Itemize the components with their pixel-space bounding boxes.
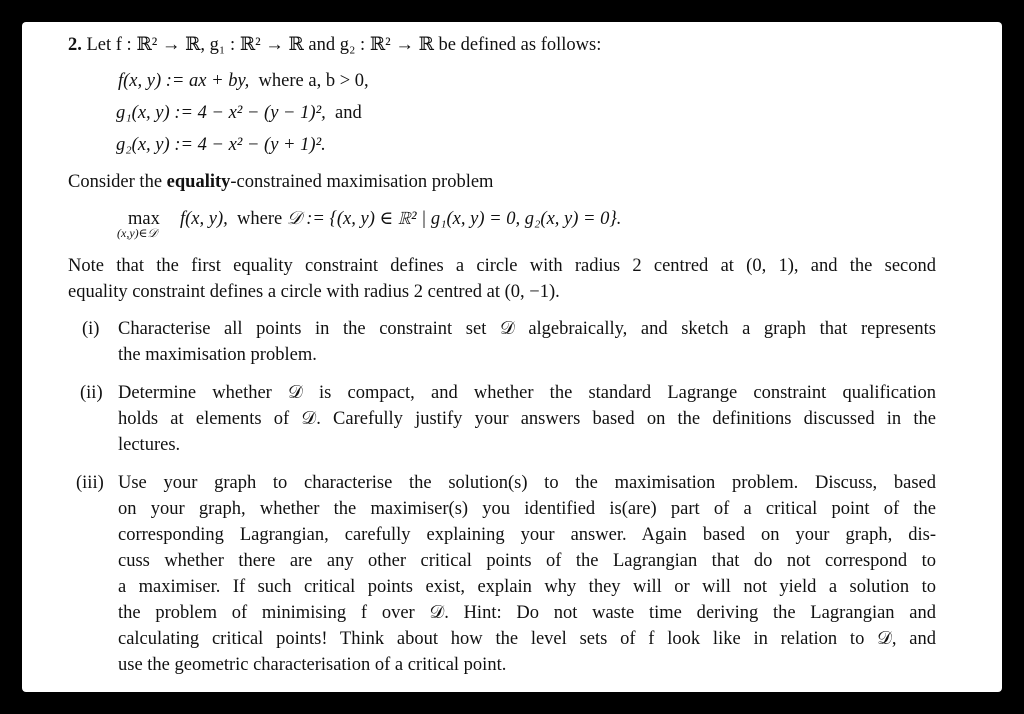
definition-g2 (116, 134, 326, 156)
part-text: holds at elements of 𝒟. Carefully justify your answers based on the definitions discussed in the (118, 409, 936, 429)
definition-rhs: := 4 − x² − (y − 1)², (174, 103, 326, 123)
definition-lhs: g₁(x, y) (116, 103, 170, 123)
part-label-ii: (ii) (80, 383, 103, 403)
consider-suffix: -constrained maximisation problem (230, 172, 494, 192)
consider-bold-word: equality (166, 172, 231, 192)
part-text: Determine whether 𝒟 is compact, and whether the standard Lagrange constraint qualification (118, 383, 936, 403)
part-label-iii: (iii) (76, 473, 104, 493)
consider-prefix: Consider the (68, 172, 167, 192)
part-text: cuss whether there are any other critical points of the Lagrangian that do not correspond to (118, 551, 936, 571)
definition-rhs: := 4 − x² − (y + 1)². (174, 135, 326, 155)
objective-expression (180, 208, 621, 230)
part-iii-line: use the geometric characterisation of a critical point. (118, 655, 507, 675)
objective-where: where (237, 209, 283, 229)
definition-note: and (335, 103, 362, 123)
part-text: a maximiser. If such critical points exist, explain why they will or will not yield a solution to (118, 577, 936, 597)
part-iii-line (118, 524, 936, 546)
definition-note: where a, b > 0, (258, 71, 369, 91)
definition-rhs: := ax + by, (165, 71, 250, 91)
part-text: Characterise all points in the constraint set 𝒟 algebraically, and sketch a graph that represents (118, 319, 936, 339)
definition-f (118, 70, 369, 92)
part-text: on your graph, whether the maximiser(s) you identified is(are) part of a critical point of the (118, 499, 936, 519)
part-ii-line (118, 382, 936, 404)
part-text: Use your graph to characterise the solution(s) to the maximisation problem. Discuss, based (118, 473, 936, 493)
problem-number: 2. (68, 35, 82, 55)
part-i-line: the maximisation problem. (118, 345, 317, 365)
part-iii-line (118, 550, 936, 572)
note-line-1 (68, 255, 936, 277)
problem-intro (68, 34, 601, 56)
objective-operator: max (128, 209, 160, 229)
objective-subscript: (x,y)∈𝒟 (117, 226, 158, 240)
objective-function: f(x, y), (180, 209, 228, 229)
part-iii-line (118, 628, 936, 650)
note-line-2: equality constraint defines a circle with radius 2 centred at (0, −1). (68, 282, 560, 302)
definition-g1 (116, 102, 362, 124)
part-iii-line (118, 472, 936, 494)
part-label-i: (i) (82, 319, 100, 339)
part-text: corresponding Lagrangian, carefully explaining your answer. Again based on your graph, dis- (118, 525, 936, 545)
problem-intro-text: Let f : ℝ² → ℝ, g₁ : ℝ² → ℝ and g₂ : ℝ² → ℝ be defined as follows: (86, 35, 602, 55)
part-ii-line: lectures. (118, 435, 181, 455)
part-text: calculating critical points! Think about how the level sets of f look like in relation to 𝒟, and (118, 629, 936, 649)
definition-lhs: g₂(x, y) (116, 135, 170, 155)
part-i-line (118, 318, 936, 340)
consider-sentence (68, 171, 493, 193)
part-text: the problem of minimising f over 𝒟. Hint: Do not waste time deriving the Lagrangian and (118, 603, 936, 623)
part-iii-line (118, 498, 936, 520)
constraint-set-definition: 𝒟 := {(x, y) ∈ ℝ² | g₁(x, y) = 0, g₂(x, y) = 0}. (286, 209, 622, 229)
part-iii-line (118, 576, 936, 598)
part-ii-line (118, 408, 936, 430)
document-page (22, 22, 1002, 692)
note-text: Note that the first equality constraint defines a circle with radius 2 centred at (0, 1), and the second (68, 256, 936, 276)
definition-lhs: f(x, y) (118, 71, 162, 91)
part-iii-line (118, 602, 936, 624)
